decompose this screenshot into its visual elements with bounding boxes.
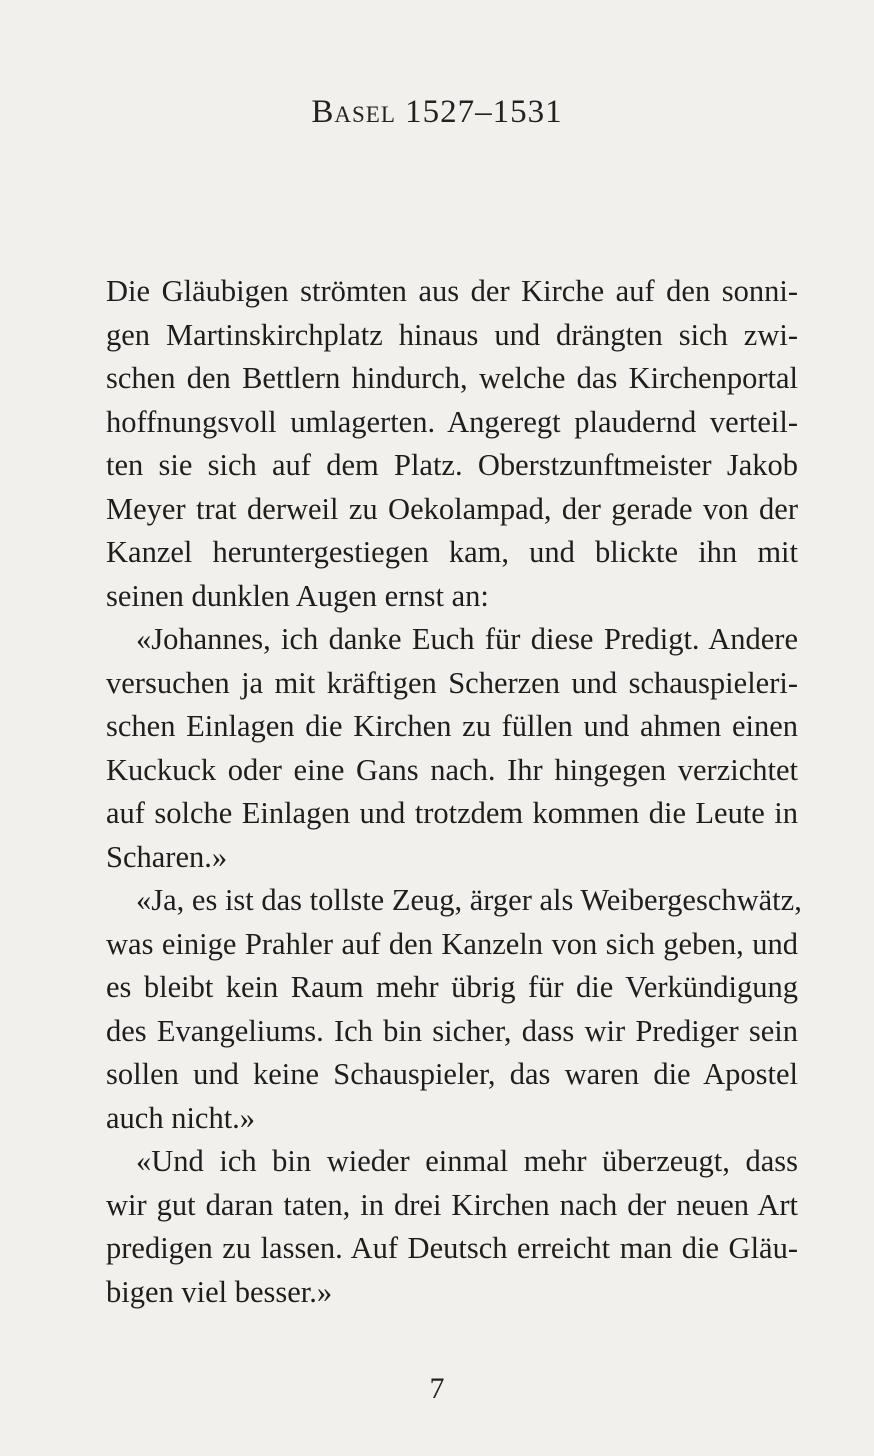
page-number: 7 [429, 1372, 445, 1405]
text-line: wir gut daran taten, in drei Kirchen nach der neuen Art [106, 1187, 798, 1222]
text-line: es bleibt kein Raum mehr übrig für die Verkündigung [106, 970, 798, 1004]
paragraph [106, 618, 798, 879]
text-line: Scharen.» [106, 839, 228, 874]
text-line: Kuckuck oder eine Gans nach. Ihr hingegen verzichtet [106, 752, 798, 787]
text-line: auf solche Einlagen und trotzdem kommen die Leute in [106, 796, 798, 830]
paragraph [106, 270, 798, 618]
text-line: seinen dunklen Augen ernst an: [106, 578, 489, 613]
paragraph [106, 879, 802, 1140]
text-line: gen Martinskirchplatz hinaus und drängten sich zwi- [106, 317, 798, 352]
text-line: «Ja, es ist das tollste Zeug, ärger als Weibergeschwätz, [136, 883, 802, 917]
text-line: Meyer trat derweil zu Oekolampad, der gerade von der [106, 491, 798, 526]
text-line: was einige Prahler auf den Kanzeln von sich geben, und [106, 926, 798, 961]
text-line: «Und ich bin wieder einmal mehr überzeugt, dass [136, 1144, 798, 1178]
text-line: Kanzel heruntergestiegen kam, und blickte ihn mit [106, 535, 798, 569]
text-line: hoffnungsvoll umlagerten. Angeregt plaudernd verteil- [106, 404, 798, 439]
text-line: Die Gläubigen strömten aus der Kirche auf den sonni- [106, 274, 798, 308]
text-line: schen Einlagen die Kirchen zu füllen und ahmen einen [106, 709, 798, 743]
text-line: versuchen ja mit kräftigen Scherzen und schauspieleri- [106, 665, 798, 700]
body-text [106, 270, 802, 1314]
text-line: predigen zu lassen. Auf Deutsch erreicht man die Gläu- [106, 1231, 798, 1265]
chapter-title: Basel 1527–1531 [311, 94, 563, 130]
text-line: schen den Bettlern hindurch, welche das Kirchenportal [106, 361, 798, 395]
paragraph [106, 1140, 798, 1314]
text-line: auch nicht.» [106, 1100, 256, 1135]
text-line: «Johannes, ich danke Euch für diese Predigt. Andere [136, 622, 798, 656]
text-line: des Evangeliums. Ich bin sicher, dass wir Prediger sein [106, 1013, 798, 1048]
text-line: sollen und keine Schauspieler, das waren die Apostel [106, 1057, 798, 1091]
text-line: bigen viel besser.» [106, 1274, 333, 1309]
text-line: ten sie sich auf dem Platz. Oberstzunftmeister Jakob [106, 448, 798, 482]
